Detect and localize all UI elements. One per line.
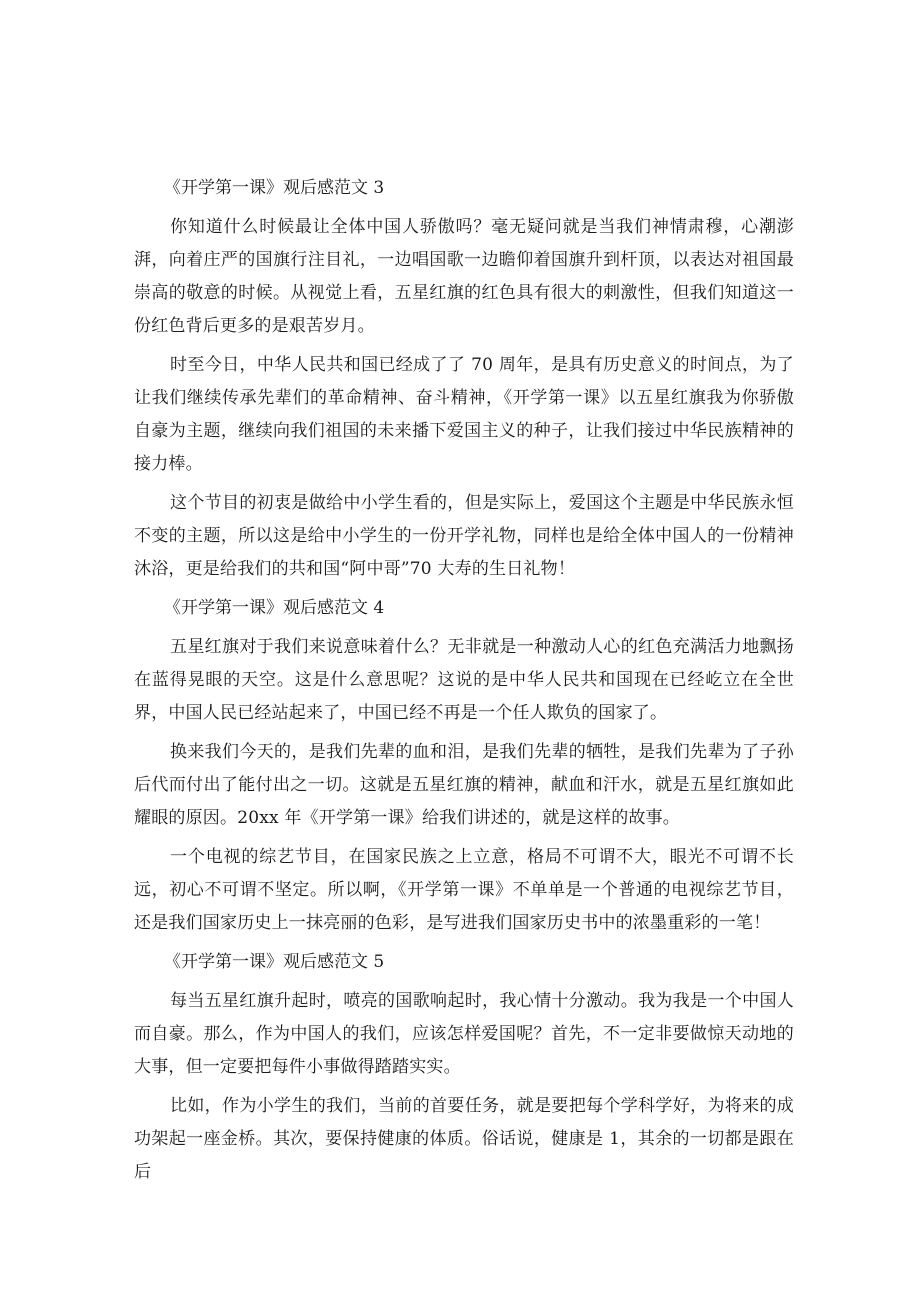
section-heading: 《开学第一课》观后感范文 5 [164, 952, 385, 972]
document-page [134, 172, 794, 1189]
paragraph: 五星红旗对于我们来说意味着什么？无非就是一种激动人心的红色充满活力地飘扬在蓝得晃眼的天空。这是什么意思呢？这说的是中华人民共和国现在已经屹立在全世界，中国人民已经站起来了，中国已经不再是一个任人欺负的国家了。 [134, 637, 794, 723]
section-heading: 《开学第一课》观后感范文 3 [164, 178, 385, 198]
paragraph: 时至今日，中华人民共和国已经成了了 70 周年，是具有历史意义的时间点，为了让我们继续传承先辈们的革命精神、奋斗精神，《开学第一课》以五星红旗我为你骄傲自豪为主题，继续向我们祖国的未来播下爱国主义的种子，让我们接过中华民族精神的接力棒。 [134, 355, 794, 474]
paragraph: 一个电视的综艺节目，在国家民族之上立意，格局不可谓不大，眼光不可谓不长远，初心不可谓不坚定。所以啊，《开学第一课》不单单是一个普通的电视综艺节目，还是我们国家历史上一抹亮丽的色彩，是写进我们国家历史书中的浓墨重彩的一笔！ [134, 847, 794, 933]
paragraph: 每当五星红旗升起时，喷亮的国歌响起时，我心情十分激动。我为我是一个中国人而自豪。那么，作为中国人的我们，应该怎样爱国呢？首先，不一定非要做惊天动地的大事，但一定要把每件小事做得踏踏实实。 [134, 991, 794, 1077]
paragraph: 换来我们今天的，是我们先辈的血和泪，是我们先辈的牺牲，是我们先辈为了子孙后代而付出了能付出之一切。这就是五星红旗的精神，献血和汗水，就是五星红旗如此耀眼的原因。20xx 年《开学第一课》给我们讲述的，就是这样的故事。 [134, 742, 794, 828]
section-heading: 《开学第一课》观后感范文 4 [164, 598, 385, 618]
paragraph: 你知道什么时候最让全体中国人骄傲吗？毫无疑问就是当我们神情肃穆，心潮澎湃，向着庄严的国旗行注目礼，一边唱国歌一边瞻仰着国旗升到杆顶，以表达对祖国最崇高的敬意的时候。从视觉上看，五星红旗的红色具有很大的刺激性，但我们知道这一份红色背后更多的是艰苦岁月。 [134, 217, 794, 336]
paragraph: 比如，作为小学生的我们，当前的首要任务，就是要把每个学科学好，为将来的成功架起一座金桥。其次，要保持健康的体质。俗话说，健康是 1，其余的一切都是跟在后 [134, 1096, 794, 1182]
paragraph: 这个节目的初衷是做给中小学生看的，但是实际上，爱国这个主题是中华民族永恒不变的主题，所以这是给中小学生的一份开学礼物，同样也是给全体中国人的一份精神沐浴，更是给我们的共和国“阿中哥”70 大寿的生日礼物！ [134, 493, 794, 579]
